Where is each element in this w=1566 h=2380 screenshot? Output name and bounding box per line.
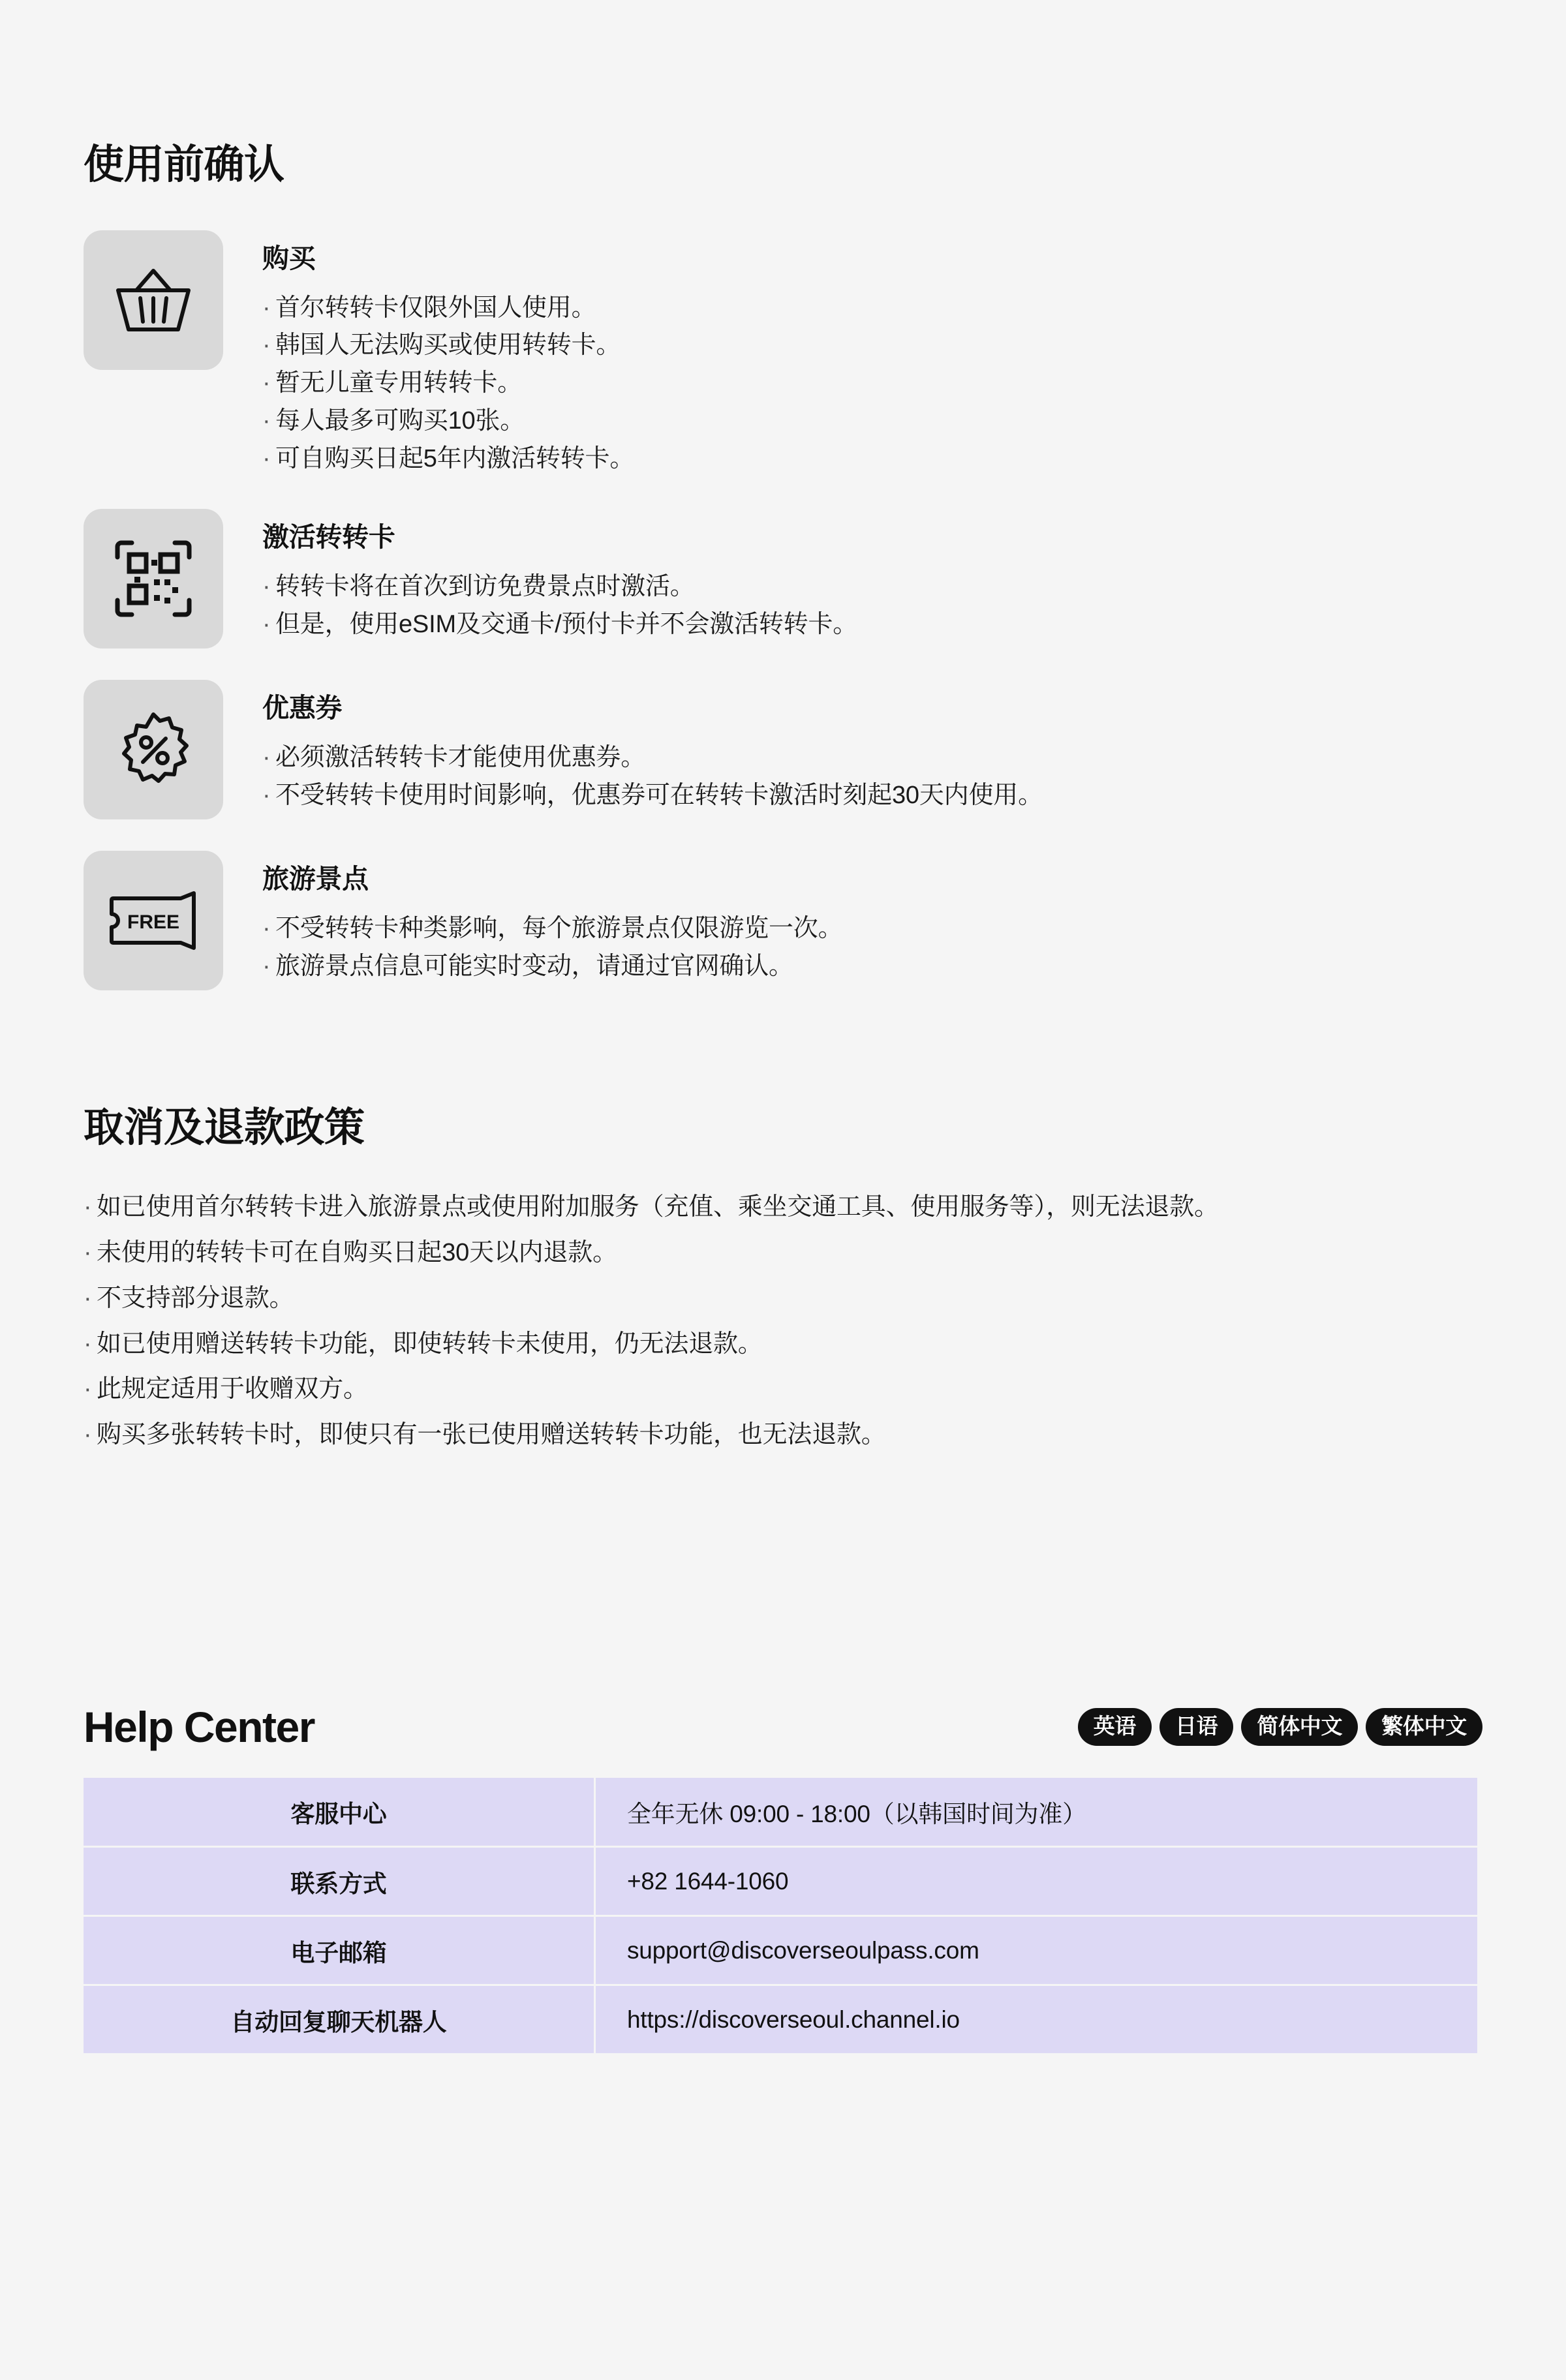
bullet-text: 未使用的转转卡可在自购买日起30天以内退款。 bbox=[97, 1239, 617, 1267]
list-item bbox=[84, 230, 1482, 478]
bullet-line: · 必须激活转转卡才能使用优惠券。 bbox=[262, 744, 646, 772]
bullet-line: · 转转卡将在首次到访免费景点时激活。 bbox=[262, 573, 695, 601]
help-center-header bbox=[84, 1702, 1482, 1752]
row-value-chatbot-url[interactable]: https://discoverseoul.channel.io bbox=[595, 1985, 1478, 2054]
row-value: 全年无休 09:00 - 18:00（以韩国时间为准） bbox=[595, 1778, 1478, 1847]
language-selector[interactable] bbox=[1078, 1708, 1482, 1746]
bullet-text: 暂无儿童专用转转卡。 bbox=[275, 369, 523, 397]
bullet-text: 每人最多可购买10张。 bbox=[275, 406, 525, 435]
info-text bbox=[262, 230, 634, 478]
bullet-line: · 暂无儿童专用转转卡。 bbox=[262, 369, 523, 397]
free-ticket-icon bbox=[84, 851, 223, 990]
language-chip-japanese[interactable]: 日语 bbox=[1159, 1708, 1233, 1746]
bullet-line: · 未使用的转转卡可在自购买日起30天以内退款。 bbox=[84, 1239, 617, 1267]
info-heading: 激活转转卡 bbox=[262, 522, 395, 553]
bullet-text: 可自购买日起5年内激活转转卡。 bbox=[275, 444, 635, 472]
bullet-line: · 每人最多可购买10张。 bbox=[262, 406, 525, 435]
info-text bbox=[262, 509, 857, 644]
info-heading: 购买 bbox=[262, 243, 316, 273]
bullet-line: · 购买多张转转卡时，即使只有一张已使用赠送转转卡功能，也无法退款。 bbox=[84, 1421, 886, 1449]
svg-text:FREE: FREE bbox=[127, 911, 180, 934]
basket-icon bbox=[84, 230, 223, 370]
bullet-line: · 旅游景点信息可能实时变动，请通过官网确认。 bbox=[262, 953, 793, 981]
bullet-line: · 可自购买日起5年内激活转转卡。 bbox=[262, 444, 635, 472]
refund-policy-title: 取消及退款政策 bbox=[84, 1105, 365, 1151]
info-text bbox=[262, 680, 1043, 815]
language-chip-simplified-chinese[interactable]: 简体中文 bbox=[1241, 1708, 1358, 1746]
bullet-text: 购买多张转转卡时，即使只有一张已使用赠送转转卡功能，也无法退款。 bbox=[97, 1421, 886, 1449]
row-value-email[interactable]: support@discoverseoulpass.com bbox=[595, 1916, 1478, 1985]
info-heading: 旅游景点 bbox=[262, 864, 369, 894]
bullet-line: · 不受转转卡种类影响，每个旅游景点仅限游览一次。 bbox=[262, 915, 843, 943]
bullet-text: 不受转转卡使用时间影响，优惠券可在转转卡激活时刻起30天内使用。 bbox=[275, 782, 1043, 810]
bullet-text: 首尔转转卡仅限外国人使用。 bbox=[275, 294, 596, 322]
bullet-text: 但是，使用eSIM及交通卡/预付卡并不会激活转转卡。 bbox=[275, 611, 858, 639]
bullet-text: 如已使用赠送转转卡功能，即使转转卡未使用，仍无法退款。 bbox=[97, 1330, 763, 1358]
list-item bbox=[84, 509, 1482, 648]
precheck-list bbox=[84, 230, 1482, 991]
page-title: 使用前确认 bbox=[84, 142, 284, 187]
bullet-line: · 但是，使用eSIM及交通卡/预付卡并不会激活转转卡。 bbox=[262, 611, 858, 639]
table-row bbox=[84, 1916, 1477, 1985]
bullet-line: · 此规定适用于收赠双方。 bbox=[84, 1375, 368, 1403]
page-root bbox=[0, 27, 1566, 2380]
bullet-line: · 不受转转卡使用时间影响，优惠券可在转转卡激活时刻起30天内使用。 bbox=[262, 782, 1043, 810]
bullet-line: · 不支持部分退款。 bbox=[84, 1284, 294, 1312]
bullet-text: 不受转转卡种类影响，每个旅游景点仅限游览一次。 bbox=[275, 915, 843, 943]
refund-policy-list bbox=[84, 1189, 1482, 1454]
qr-code-icon bbox=[84, 509, 223, 648]
bullet-text: 旅游景点信息可能实时变动，请通过官网确认。 bbox=[275, 953, 793, 981]
row-label: 客服中心 bbox=[84, 1778, 595, 1847]
bullet-line: · 如已使用首尔转转卡进入旅游景点或使用附加服务（充值、乘坐交通工具、使用服务等），则无法退款。 bbox=[84, 1193, 1219, 1221]
info-heading: 优惠券 bbox=[262, 693, 343, 724]
bullet-text: 此规定适用于收赠双方。 bbox=[97, 1375, 368, 1403]
bullet-text: 转转卡将在首次到访免费景点时激活。 bbox=[275, 573, 695, 601]
discount-percent-icon bbox=[84, 680, 223, 819]
bullet-line: · 如已使用赠送转转卡功能，即使转转卡未使用，仍无法退款。 bbox=[84, 1330, 763, 1358]
list-item bbox=[84, 680, 1482, 819]
row-label: 联系方式 bbox=[84, 1847, 595, 1916]
language-chip-traditional-chinese[interactable]: 繁体中文 bbox=[1366, 1708, 1482, 1746]
table-row bbox=[84, 1985, 1477, 2054]
language-chip-english[interactable]: 英语 bbox=[1078, 1708, 1152, 1746]
bullet-line: · 韩国人无法购买或使用转转卡。 bbox=[262, 331, 621, 359]
info-text bbox=[262, 851, 842, 986]
row-label: 电子邮箱 bbox=[84, 1916, 595, 1985]
row-label: 自动回复聊天机器人 bbox=[84, 1985, 595, 2054]
bullet-line: · 首尔转转卡仅限外国人使用。 bbox=[262, 294, 596, 322]
table-row bbox=[84, 1778, 1477, 1847]
bullet-text: 不支持部分退款。 bbox=[97, 1284, 294, 1312]
bullet-text: 韩国人无法购买或使用转转卡。 bbox=[275, 331, 621, 359]
bullet-text: 如已使用首尔转转卡进入旅游景点或使用附加服务（充值、乘坐交通工具、使用服务等），则无法退款。 bbox=[97, 1193, 1219, 1221]
help-center-title: Help Center bbox=[84, 1702, 315, 1751]
row-value-phone[interactable]: +82 1644-1060 bbox=[595, 1847, 1478, 1916]
list-item bbox=[84, 851, 1482, 990]
table-row bbox=[84, 1847, 1477, 1916]
bullet-text: 必须激活转转卡才能使用优惠券。 bbox=[275, 744, 646, 772]
help-center-table bbox=[84, 1778, 1477, 2056]
